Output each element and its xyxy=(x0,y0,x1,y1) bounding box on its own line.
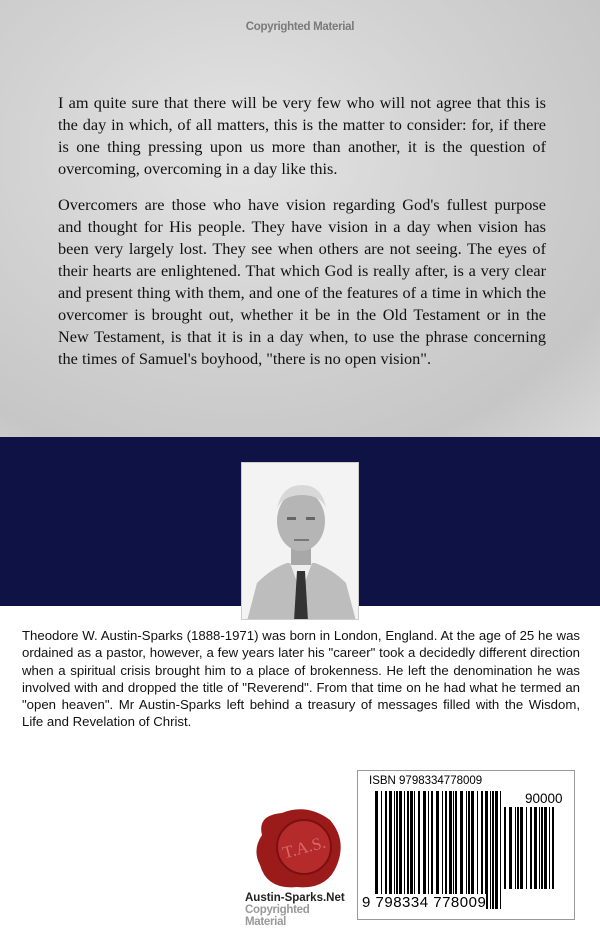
back-cover-blurb xyxy=(58,92,546,384)
isbn-barcode xyxy=(357,770,575,920)
barcode-bar xyxy=(552,807,554,889)
barcode-bar xyxy=(396,791,398,909)
author-bio: Theodore W. Austin-Sparks (1888-1971) was born in London, England. At the age of 25 he was ordained as a pastor, however, a few years later his "career" took a decidedly different direction when a spiritual crisis brought him to a place of brokenness. He left the denomination he was involved with and dropped the title of "Reverend". From that time on he had what he termed an "open heaven". Mr Austin-Sparks left behind a treasury of messages filled with the Wisdom, Life and Revelation of Christ. xyxy=(22,628,580,730)
wax-seal-logo xyxy=(252,805,344,895)
barcode-bar xyxy=(442,791,443,909)
price-addon: 90000 xyxy=(525,791,563,806)
barcode-bar xyxy=(460,791,463,909)
barcode-bar xyxy=(471,791,474,909)
barcode-bar xyxy=(418,791,420,909)
barcode-bar xyxy=(530,807,532,889)
publisher-website: Austin-Sparks.Net xyxy=(245,892,345,904)
barcode-bar xyxy=(477,791,478,909)
barcode-bar xyxy=(399,791,402,909)
blurb-paragraph: Overcomers are those who have vision regarding God's fullest purpose and thought for His people. They have vision in a day when vision has been very largely lost. They see when others are not seeing. The eyes of their hearts are enlightened. That which God is really after, is a very clear and present thing with them, and one of the features of a time in which the overcomer is brought out, whether it be in the Old Testament or in the New Testament, is that it is in a day when, to use the phrase concerning the times of Samuel's boyhood, "there is no open vision". xyxy=(58,195,546,368)
blurb-paragraph: I am quite sure that there will be very few who will not agree that this is the day in which, of all matters, this is the matter to consider: for, if there is one thing pressing upon us more than another, it is the question of overcoming, overcoming in a day like this. xyxy=(58,93,546,178)
barcode-bar xyxy=(375,791,378,909)
barcode-bar xyxy=(428,791,429,909)
barcode-bar xyxy=(455,791,457,909)
barcode-bar xyxy=(389,791,392,909)
barcode-bar xyxy=(381,791,382,909)
barcode-bar xyxy=(468,791,470,909)
barcode-bar xyxy=(534,807,537,889)
barcode-bar xyxy=(394,791,395,909)
author-photo xyxy=(241,462,359,620)
addon-barcode-bars xyxy=(504,807,555,889)
barcode-bars xyxy=(375,791,503,909)
barcode-bar xyxy=(436,791,439,909)
barcode-bar xyxy=(490,791,491,909)
copyright-watermark-bottom: Copyrighted Material xyxy=(245,904,310,928)
barcode-bar xyxy=(544,807,547,889)
barcode-digits: 9 798334 778009 xyxy=(362,894,487,911)
barcode-bar xyxy=(423,791,426,909)
barcode-bar xyxy=(453,791,454,909)
barcode-bar xyxy=(541,807,543,889)
barcode-bar xyxy=(407,791,409,909)
svg-text:T.A.S.: T.A.S. xyxy=(280,832,328,863)
barcode-bar xyxy=(509,807,512,889)
copyright-watermark: Copyrighted Material xyxy=(245,21,355,33)
barcode-bar xyxy=(481,791,483,909)
barcode-bar xyxy=(500,791,501,909)
barcode-bar xyxy=(449,791,452,909)
barcode-bar xyxy=(466,791,467,909)
isbn-label: ISBN 9798334778009 xyxy=(369,775,483,787)
barcode-bar xyxy=(485,791,488,909)
barcode-bar xyxy=(414,791,415,909)
barcode-bar xyxy=(526,807,527,889)
barcode-bar xyxy=(404,791,405,909)
barcode-bar xyxy=(445,791,447,909)
barcode-bar xyxy=(410,791,413,909)
barcode-bar xyxy=(385,791,387,909)
barcode-bar xyxy=(495,791,498,909)
barcode-bar xyxy=(520,807,523,889)
barcode-bar xyxy=(515,807,516,889)
barcode-bar xyxy=(492,791,494,909)
barcode-bar xyxy=(517,807,519,889)
barcode-bar xyxy=(549,807,550,889)
barcode-bar xyxy=(504,807,506,889)
barcode-bar xyxy=(539,807,540,889)
barcode-bar xyxy=(431,791,433,909)
